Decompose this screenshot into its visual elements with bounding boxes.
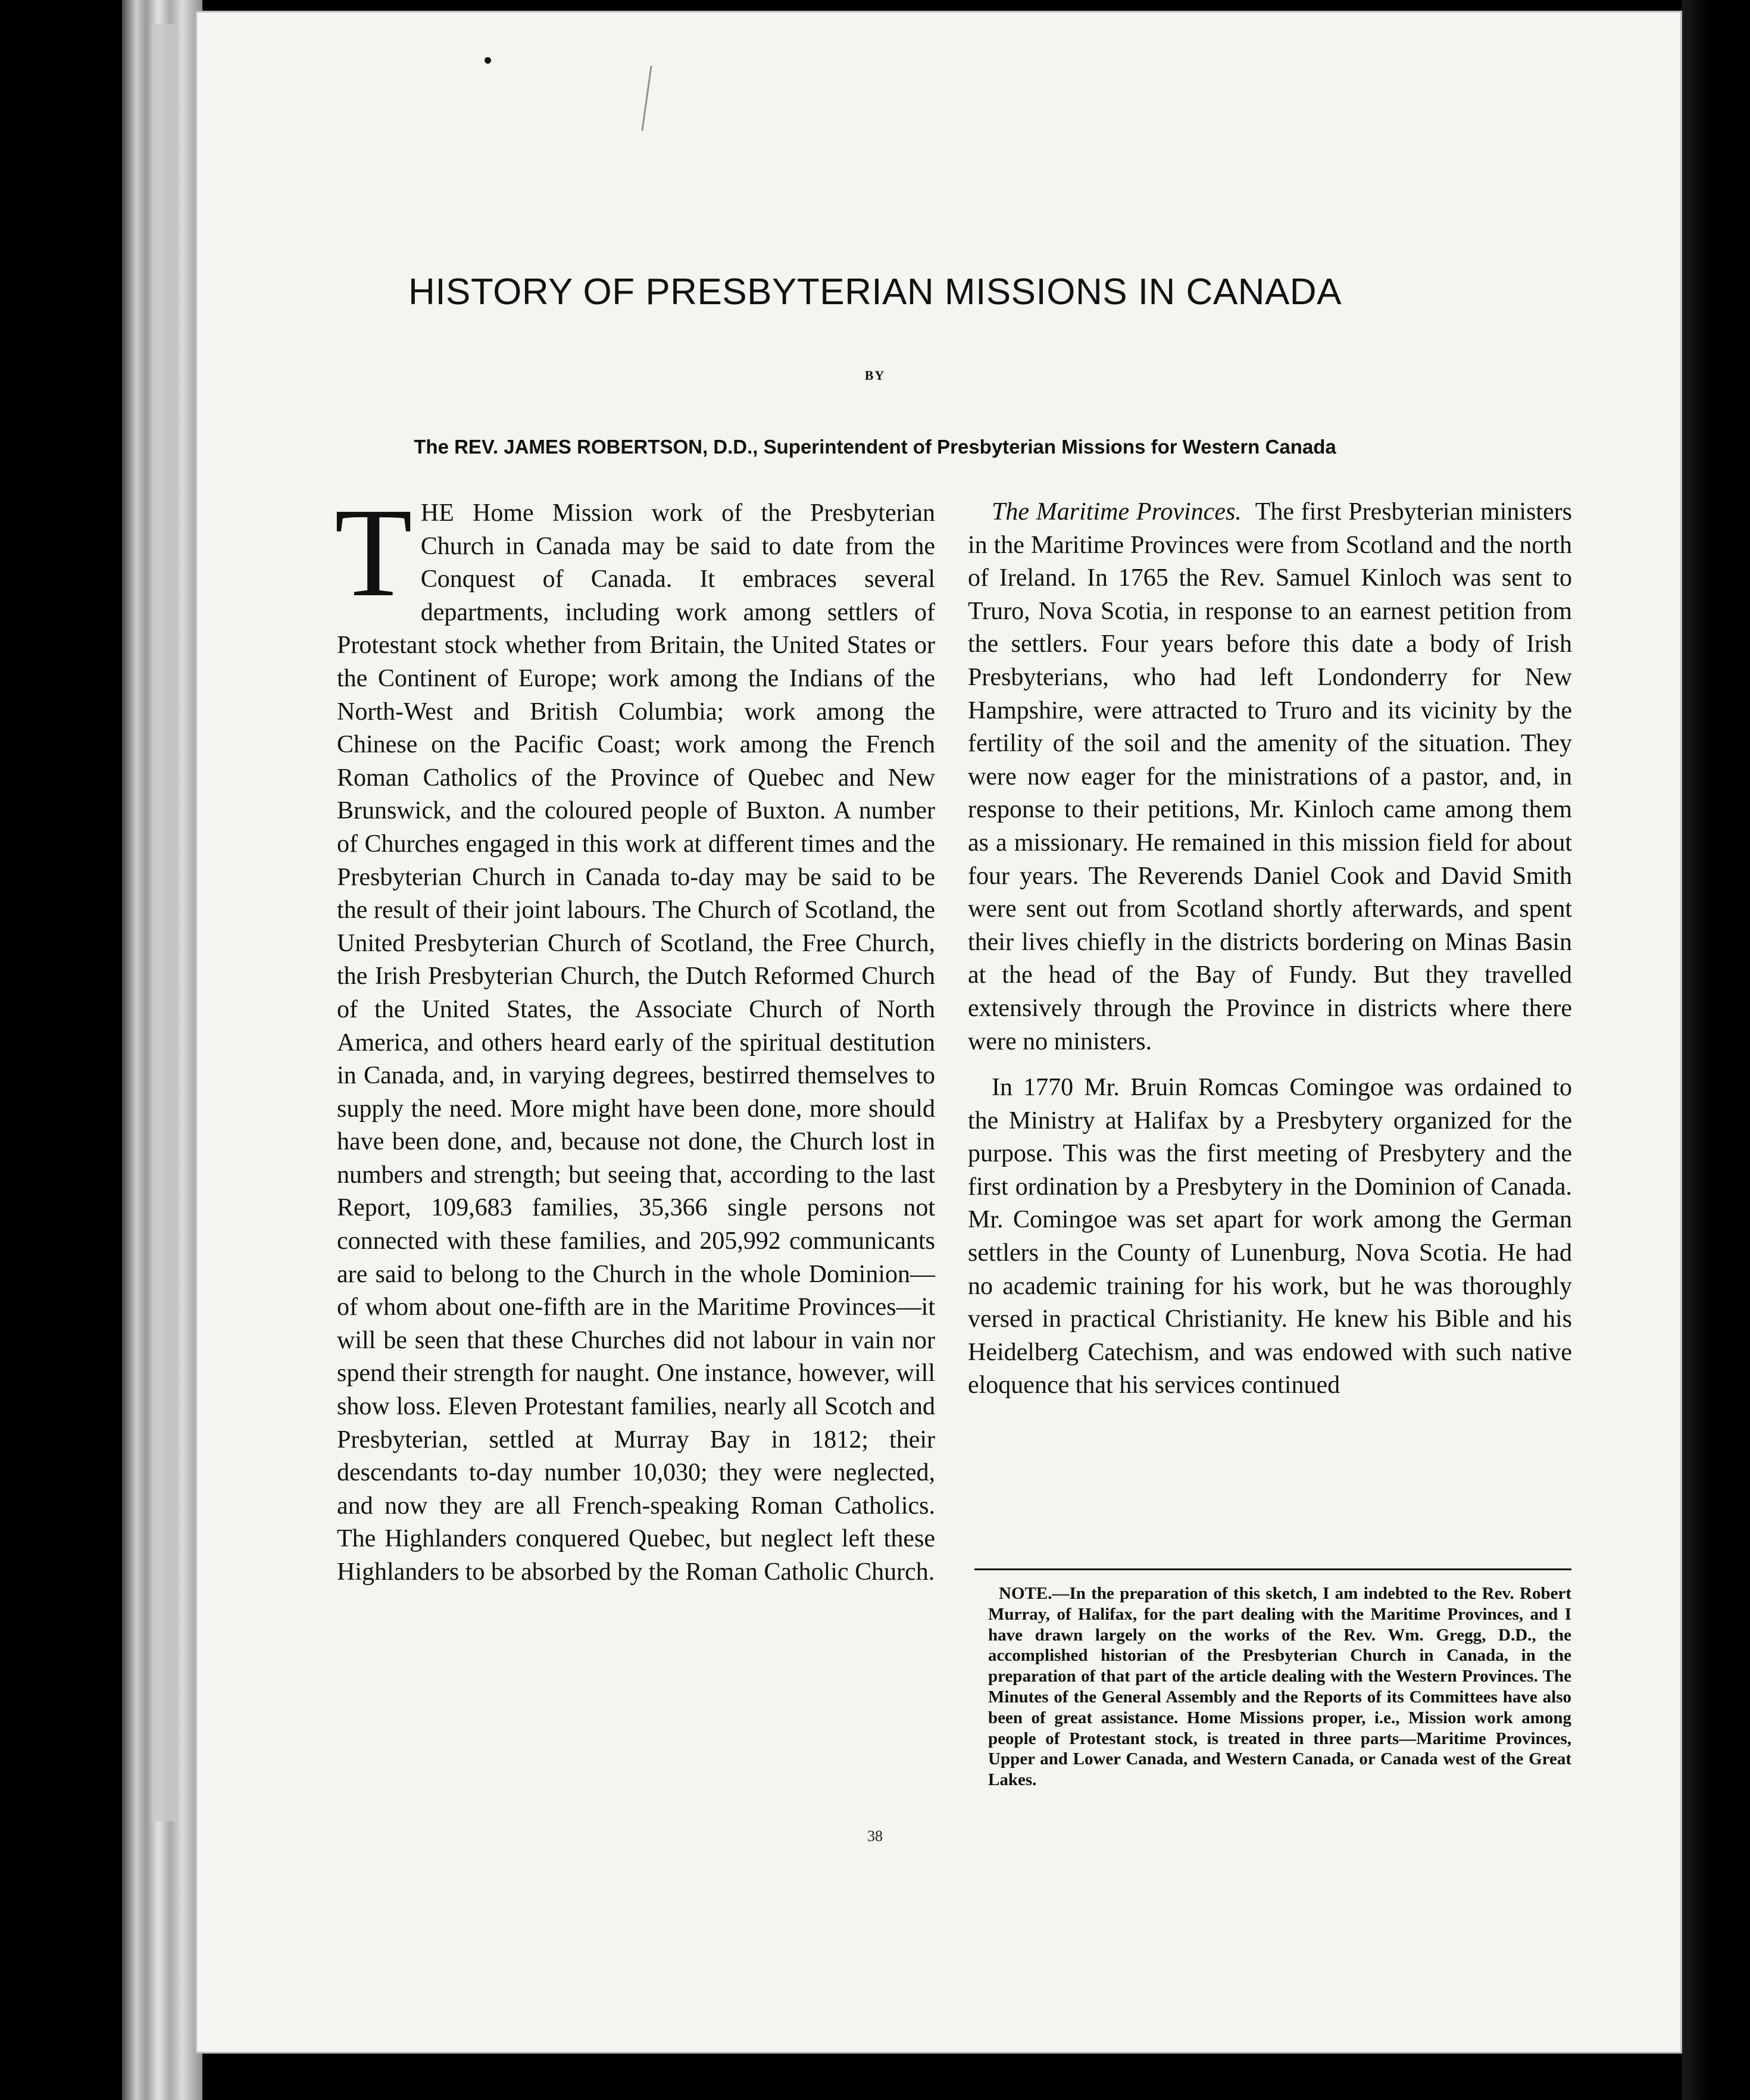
maritime-paragraph (968, 496, 1572, 1058)
right-column (968, 496, 1572, 1402)
intro-paragraph-text: HE Home Mission work of the Presbyterian Church in Canada may be said to date from the Conquest of Canada. It embraces several departments, including work among settlers of Protestant stock whether from Britain, the United States or the Continent of Europe; work among the Indians of the North-West and British Columbia; work among the Chinese on the Pacific Coast; work among the French Roman Catholics of the Province of Quebec and New Brunswick, and the coloured people of Buxton. A number of Churches engaged in this work at different times and the Presbyterian Church in Canada to-day may be said to be the result of their joint labours. The Church of Scotland, the United Presbyterian Church of Scotland, the Free Church, the Irish Presbyterian Church, the Dutch Reformed Church of the United States, the Associate Church of North America, and others heard early of the spiritual destitution in Canada, and, in varying degrees, bestirred themselves to supply the need. More might have been done, more should have been done, and, because not done, the Church lost in numbers and strength; but seeing that, according to the last Report, 109,683 families, 35,366 single persons not connected with these families, and 205,992 communicants are said to belong to the Church in the whole Dominion—of whom about one-fifth are in the Maritime Provinces—it will be seen that these Churches did not labour in vain nor spend their strength for naught. One instance, however, will show loss. Eleven Protestant families, nearly all Scotch and Presbyterian, settled at Murray Bay in 1812; their descendants to-day number 10,030; they were neglected, and now they are all French-speaking Roman Catholics. The Highlanders conquered Quebec, but neglect left these Highlanders to be absorbed by the Roman Catholic Church. (337, 499, 935, 1586)
comingoe-paragraph: In 1770 Mr. Bruin Romcas Comingoe was ordained to the Ministry at Halifax by a Presbytery organized for the purpose. This was the first meeting of Presbytery and the first ordination by a Presbytery in the Dominion of Canada. Mr. Comingoe was set apart for work among the German settlers in the County of Lunenburg, Nova Scotia. He had no academic training for his work, but he was thoroughly versed in practical Christianity. He knew his Bible and his Heidelberg Catechism, and was endowed with such native eloquence that his services continued (968, 1074, 1572, 1399)
footnote (988, 1583, 1571, 1790)
footnote-text: —In the preparation of this sketch, I am indebted to the Rev. Robert Murray, of Halifax, for the part dealing with the Maritime Provinces, and I have drawn largely on the works of the Rev. Wm. Gregg, D.D., the accomplished historian of the Presbyterian Church in Canada, in the preparation of that part of the article dealing with the Western Provinces. The Minutes of the General Assembly and the Reports of its Committees have also been of great assistance. Home Missions proper, i.e., Mission work among people of Protestant stock, is treated in three parts—Maritime Provinces, Upper and Lower Canada, and Western Canada, or Canada west of the Great Lakes. (988, 1584, 1571, 1790)
footnote-label: NOTE. (999, 1584, 1052, 1603)
maritime-paragraph-text: The first Presbyterian ministers in the Maritime Provinces were from Scotland and the north of Ireland. In 1765 the Rev. Samuel Kinloch was sent to Truro, Nova Scotia, in response to an earnest petition from the settlers. Four years before this date a body of Irish Presbyterians, who had left Londonderry for New Hampshire, were attracted to Truro and its vicinity by the fertility of the soil and the amenity of the situation. They were now eager for the ministrations of a pastor, and, in response to their petitions, Mr. Kinloch came among them as a missionary. He remained in this mission field for about four years. The Reverends Daniel Cook and David Smith were sent out from Scotland shortly afterwards, and spent their lives chiefly in the districts bordering on Minas Basin at the head of the Bay of Fundy. But they travelled extensively through the Province in districts where there were no ministers. (968, 498, 1572, 1055)
intro-paragraph (335, 482, 935, 1589)
page-number: 38 (867, 1827, 883, 1845)
author-byline: The REV. JAMES ROBERTSON, D.D., Superintendent of Presbyterian Missions for Western Canada (414, 436, 1336, 458)
ink-speck (485, 57, 491, 64)
drop-cap: T (335, 482, 412, 623)
by-label: BY (864, 368, 886, 383)
binding-shadow (1682, 0, 1750, 2100)
article-title: HISTORY OF PRESBYTERIAN MISSIONS IN CANADA (408, 271, 1342, 312)
left-column (335, 482, 935, 1589)
section-heading: The Maritime Provinces. (992, 498, 1242, 526)
footnote-divider (974, 1568, 1571, 1570)
